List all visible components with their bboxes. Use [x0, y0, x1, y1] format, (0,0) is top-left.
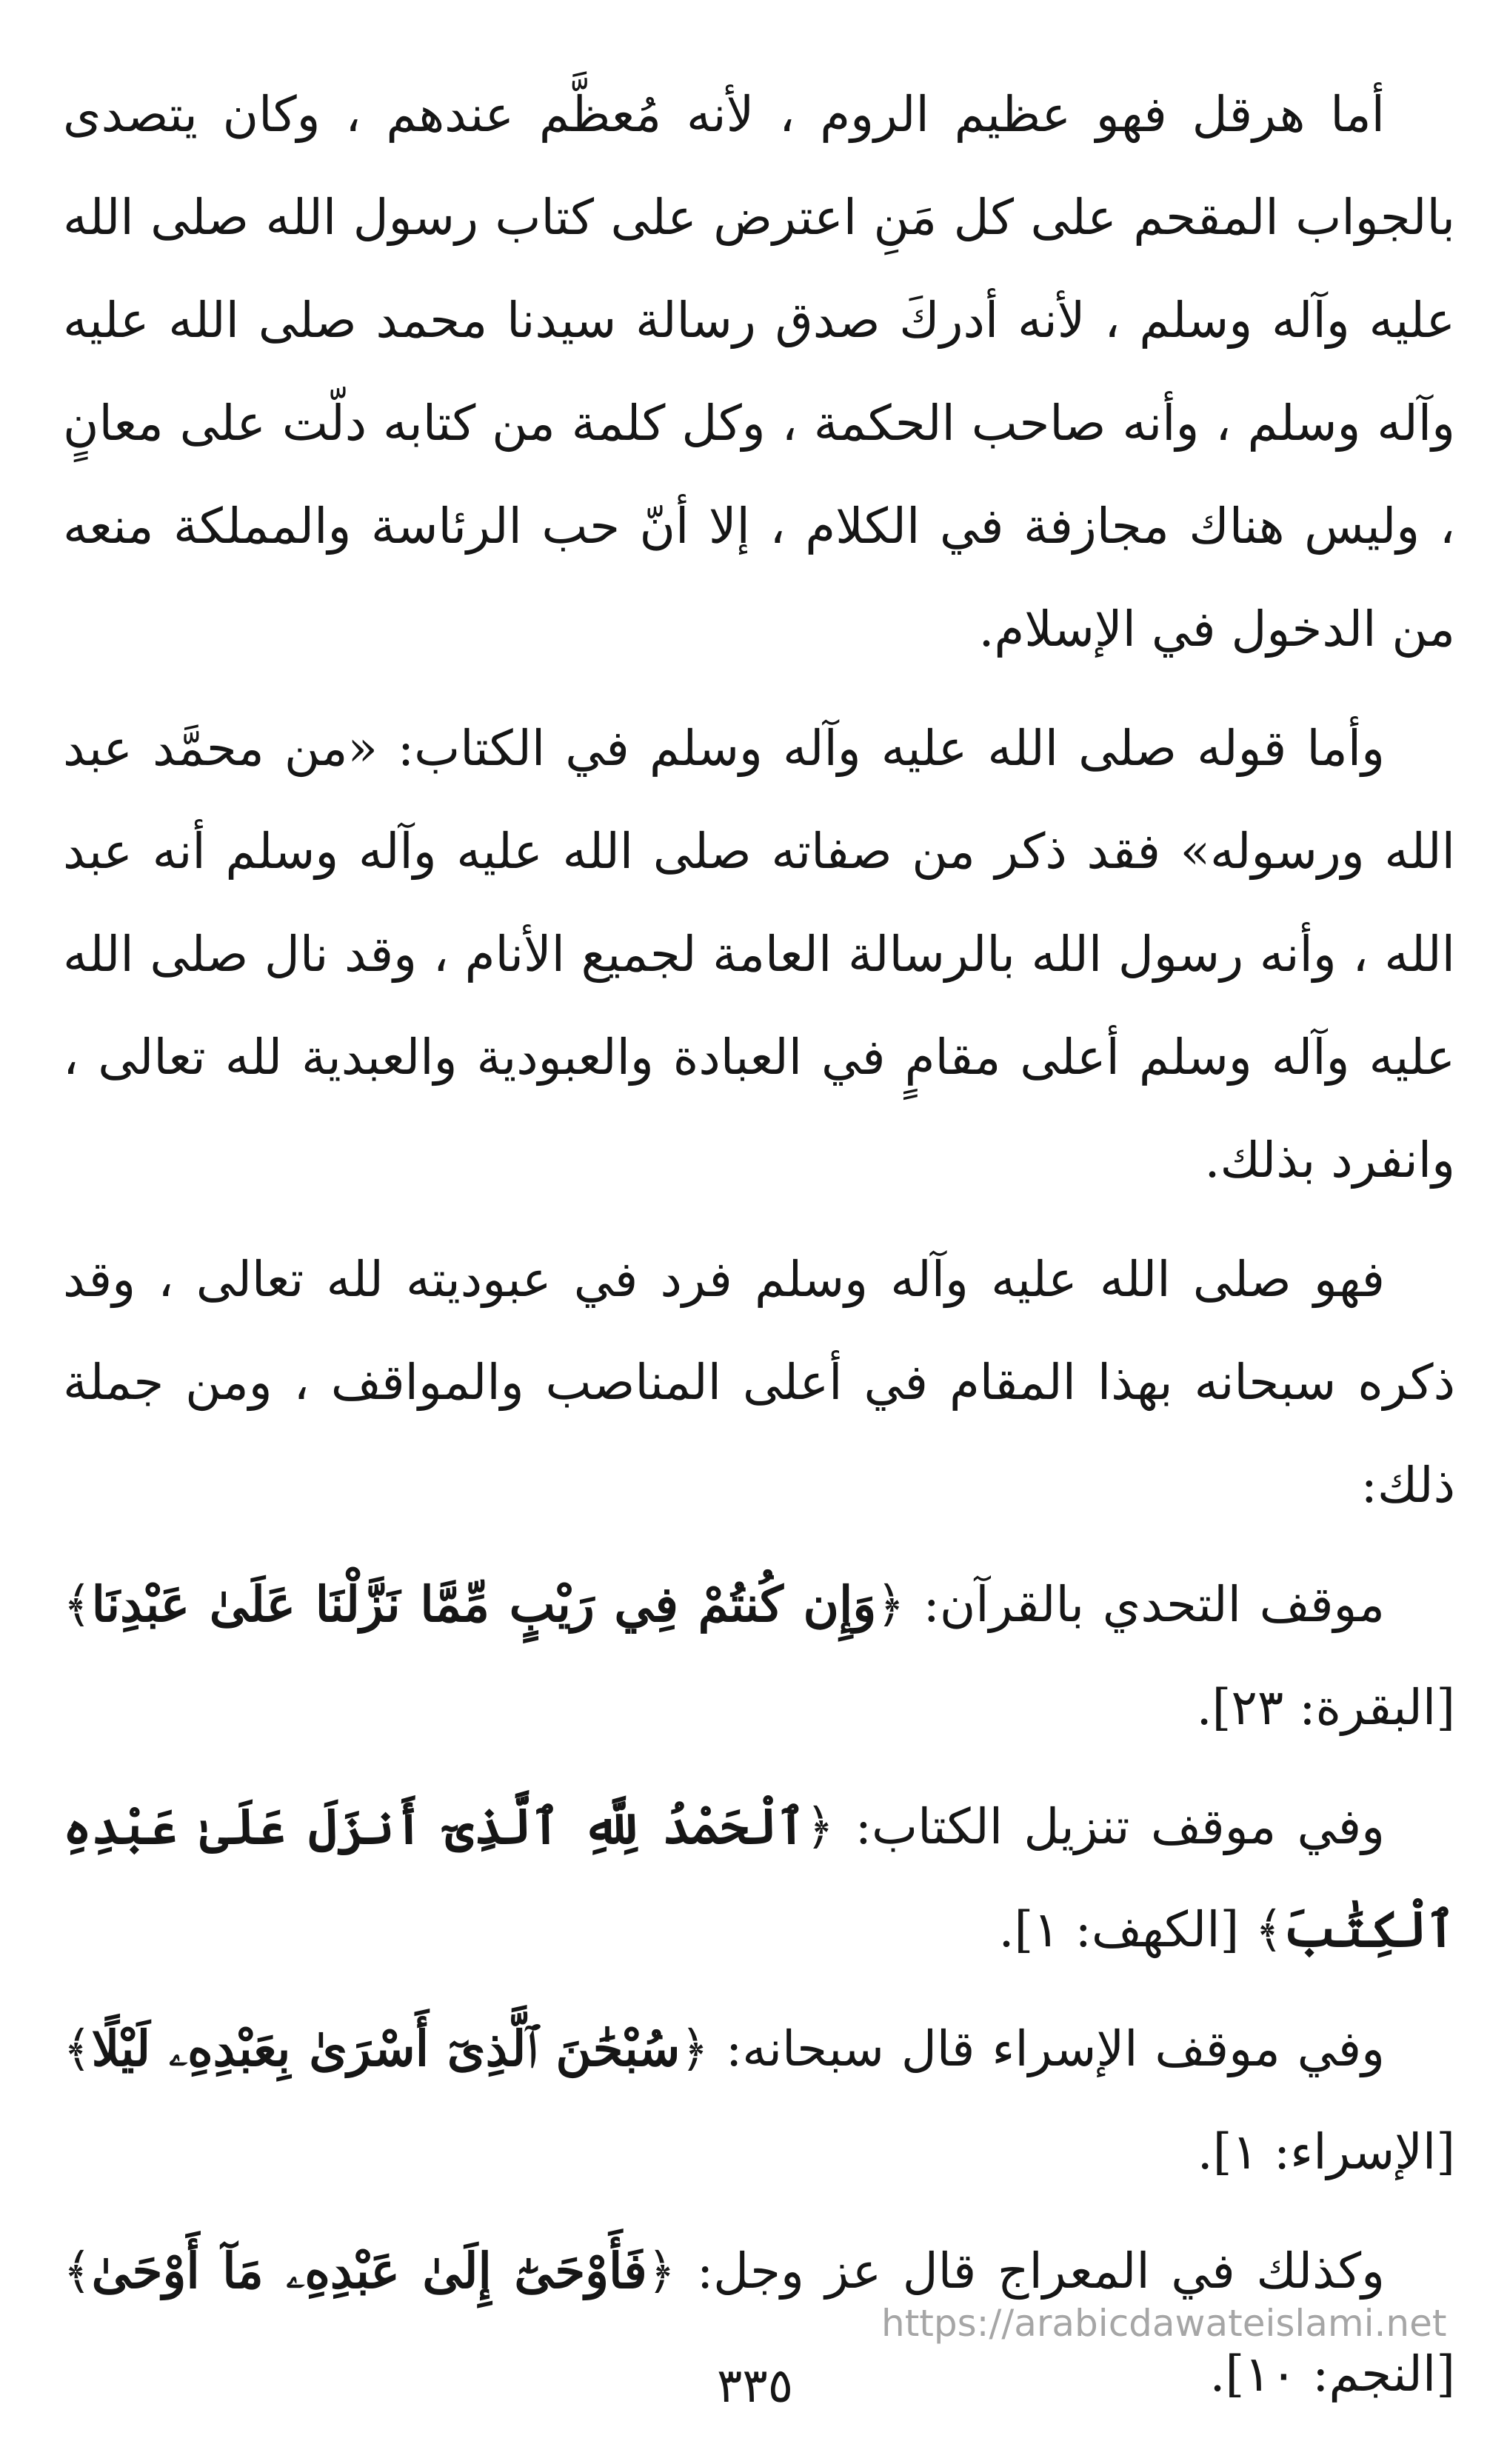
paragraph-heraclius: أما هرقل فهو عظيم الروم ، لأنه مُعظَّم عندهم ، وكان يتصدى بالجواب المقحم على كل مَنِ اعترض على كتاب رسول الله صلى الله عليه وآله وسلم ، لأنه أدركَ صدق رسالة سيدنا محمد صلى الله عليه وآله وسلم ، وأنه صاحب الحكمة ، وكل كلمة من كتابه دلّت على معانٍ ، وليس هناك مجازفة في الكلام ، إلا أنّ حب الرئاسة والمملكة منعه من الدخول في الإسلام.	[63, 86, 1455, 658]
verse-block-isra	[63, 1997, 1455, 2203]
verse-block-book	[63, 1775, 1455, 1981]
verse-reference: [النجم: ١٠].	[1209, 2346, 1455, 2403]
ornament-close-icon: ﴾	[63, 1576, 92, 1633]
verse-reference: [البقرة: ٢٣].	[1196, 1679, 1455, 1736]
watermark-url: https://arabicdawateislami.net	[881, 2302, 1447, 2345]
quran-verse: وَإِن كُنتُمْ فِي رَيْبٍ مِّمَّا نَزَّلْنَا عَلَىٰ عَبْدِنَا	[91, 1575, 877, 1633]
ornament-open-icon: ﴿	[647, 2243, 676, 2300]
page-body	[63, 63, 1455, 2425]
ornament-open-icon: ﴿	[876, 1576, 905, 1633]
verse-lead: وفي موقف تنزيل الكتاب:	[855, 1798, 1385, 1855]
verse-lead: وكذلك في المعراج قال عز وجل:	[696, 2243, 1385, 2300]
ornament-open-icon: ﴿	[805, 1798, 835, 1855]
verse-reference: [الكهف: ١].	[998, 1901, 1240, 1958]
ornament-close-icon: ﴾	[63, 2243, 92, 2300]
verse-block-challenge	[63, 1553, 1455, 1759]
verse-reference: [الإسراء: ١].	[1197, 2123, 1455, 2180]
verse-lead: موقف التحدي بالقرآن:	[923, 1576, 1385, 1633]
quran-verse: ٱلْحَمْدُ لِلَّهِ ٱلَّذِىٓ أَنزَلَ عَلَىٰ عَبْدِهِ ٱلْكِتَٰبَ	[63, 1797, 1455, 1958]
quran-verse: فَأَوْحَىٰٓ إِلَىٰ عَبْدِهِۦ مَآ أَوْحَىٰ	[91, 2242, 647, 2300]
paragraph-servitude: فهو صلى الله عليه وآله وسلم فرد في عبوديته لله تعالى ، وقد ذكره سبحانه بهذا المقام في أعلى المناصب والمواقف ، ومن جملة ذلك:	[63, 1251, 1455, 1514]
ornament-close-icon: ﴾	[63, 2020, 92, 2077]
verse-lead: وفي موقف الإسراء قال سبحانه:	[726, 2020, 1386, 2077]
ornament-close-icon: ﴾	[1255, 1901, 1283, 1958]
quran-verse: سُبْحَٰنَ ٱلَّذِىٓ أَسْرَىٰ بِعَبْدِهِۦ لَيْلًا	[91, 2020, 681, 2077]
paragraph-letter-opening: وأما قوله صلى الله عليه وآله وسلم في الكتاب: «من محمَّد عبد الله ورسوله» فقد ذكر من صفاته صلى الله عليه وآله وسلم أنه عبد الله ، وأنه رسول الله بالرسالة العامة لجميع الأنام ، وقد نال صلى الله عليه وآله وسلم أعلى مقامٍ في العبادة والعبودية والعبدية لله تعالى ، وانفرد بذلك.	[63, 720, 1455, 1189]
ornament-open-icon: ﴿	[680, 2020, 709, 2077]
page-number: ٣٣٥	[716, 2359, 794, 2414]
